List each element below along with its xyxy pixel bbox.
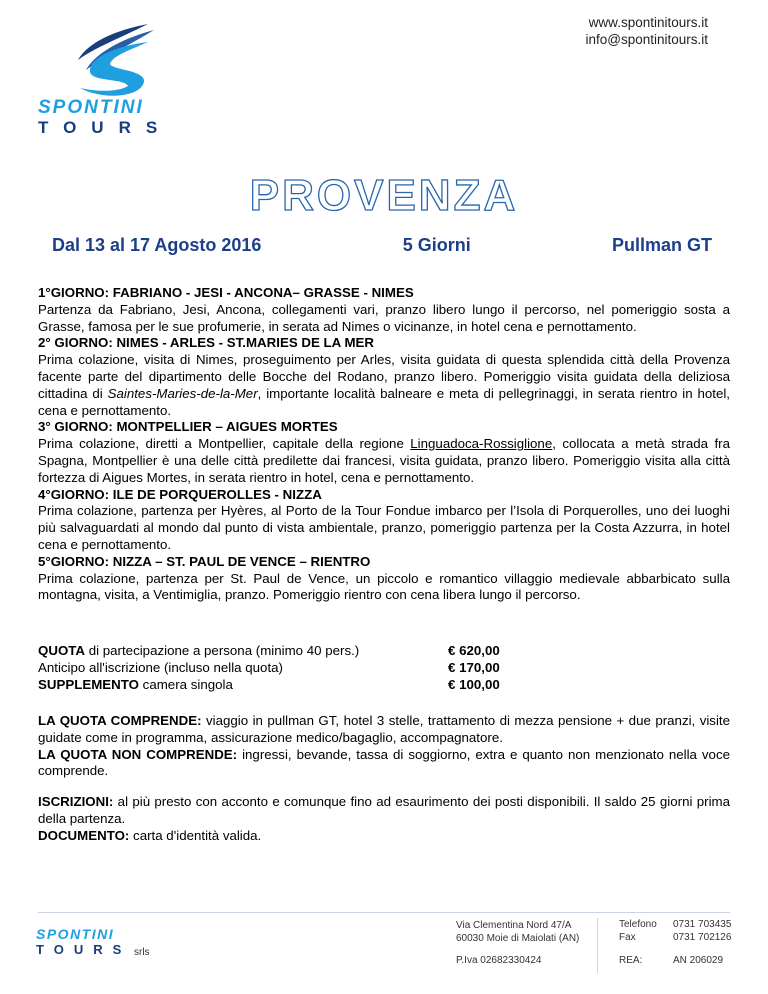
trip-transport: Pullman GT xyxy=(611,235,712,255)
trip-duration: 5 Giorni xyxy=(402,235,471,255)
day-2-text: Prima colazione, visita di Nimes, proseguimento per Arles, visita guidata di questa splendida città della Provenza facente parte del dipartimento delle Bocche del Rodano, pranzo libero. Pomeriggio visita guidata della deliziosa cittadina di Saintes-Maries-de-la-Mer, importante località balneare e meta di pellegrinaggi, in serata rientro in hotel, cena e pernottamento. xyxy=(38,352,730,418)
page-title xyxy=(0,170,768,225)
region-link[interactable]: Linguadoca-Rossiglione xyxy=(410,436,553,452)
day-2-heading: 2° GIORNO: NIMES - ARLES - ST.MARIES DE LA MER xyxy=(38,335,375,351)
price-row: Anticipo all'iscrizione (incluso nella quota) € 170,00 xyxy=(38,659,500,675)
footer-company-type: srls xyxy=(134,947,150,958)
price-value: € 100,00 xyxy=(448,676,500,692)
quota-details xyxy=(38,713,730,780)
day-5-text: Prima colazione, partenza per St. Paul de Vence, un piccolo e romantico villaggio medievale abbarbicato sulla montagna, visita, a Ventimiglia, pranzo. Pomeriggio rientro con cena libera lungo il percorso. xyxy=(38,570,730,603)
price-value: € 620,00 xyxy=(448,643,500,658)
document: DOCUMENTO: carta d'identità valida. xyxy=(38,827,262,843)
fax-number: 0731 702126 xyxy=(673,931,732,943)
footer-vat: P.Iva 02682330424 xyxy=(456,955,542,966)
title-text: PROVENZA xyxy=(249,171,519,220)
phone-number[interactable]: 0731 703435 xyxy=(673,919,732,930)
registration: ISCRIZIONI: al più presto con acconto e comunque fino ad esaurimento dei posti disponibili. Il saldo 25 giorni prima della partenza. xyxy=(38,794,730,826)
website-link[interactable]: www.spontinitours.it xyxy=(588,15,708,30)
footer-brand-subname: TOURS xyxy=(36,942,132,957)
price-row: SUPPLEMENTO camera singola € 100,00 xyxy=(38,676,500,692)
trip-dates: Dal 13 al 17 Agosto 2016 xyxy=(52,235,262,255)
day-1-text: Partenza da Fabriano, Jesi, Ancona, collegamenti vari, pranzo libero lungo il percorso, nel pomeriggio sosta a Grasse, famosa per le sue profumerie, in serata ad Nimes o vicinanze, in hotel cena e pernottamento. xyxy=(38,301,730,334)
footer-phone-values xyxy=(673,919,731,944)
includes: LA QUOTA COMPRENDE: viaggio in pullman GT, hotel 3 stelle, trattamento di mezza pensione + due pranzi, visite guidate come in programma, assicurazione medico/bagaglio, accompagnatore. xyxy=(38,713,730,745)
price-row: QUOTA di partecipazione a persona (minimo 40 pers.) € 620,00 xyxy=(38,643,500,658)
footer-phone-labels: Telefono Fax xyxy=(619,919,657,943)
email-link[interactable]: info@spontinitours.it xyxy=(585,32,708,47)
brand-subname: TOURS xyxy=(38,118,173,137)
footer-rea-value: AN 206029 xyxy=(673,955,724,966)
header-contact xyxy=(585,14,708,48)
day-2-italic-place: Saintes-Maries-de-la-Mer xyxy=(107,385,258,401)
day-4-heading: 4°GIORNO: ILE DE PORQUEROLLES - NIZZA xyxy=(38,486,322,502)
registration-info xyxy=(38,794,730,844)
footer-divider xyxy=(38,912,730,913)
footer-separator xyxy=(597,918,598,973)
day-3-text: Prima colazione, diretti a Montpellier, capitale della regione Linguadoca-Rossiglione, collocata a metà strada fra Spagna, Montpellier è una delle città predilette dai francesi, visita guidata, pranzo libero. Pomeriggio visita alla città fortezza di Aigues Mortes, in serata rientro in hotel, cena e pernottamento. xyxy=(38,436,731,485)
day-1-heading: 1°GIORNO: FABRIANO - JESI - ANCONA– GRASSE - NIMES xyxy=(38,285,414,300)
footer-rea-label: REA: xyxy=(619,955,643,966)
day-3-heading: 3° GIORNO: MONTPELLIER – AIGUES MORTES xyxy=(38,419,338,435)
footer-address: Via Clementina Nord 47/A 60030 Moie di Maiolati (AN) xyxy=(456,920,580,944)
price-value: € 170,00 xyxy=(448,659,500,675)
footer-brand-name: SPONTINI xyxy=(36,926,115,942)
trip-info-bar xyxy=(52,235,712,256)
title-outline-text xyxy=(0,170,768,220)
brand-name: SPONTINI xyxy=(38,97,144,118)
spontini-logo-icon xyxy=(36,20,186,100)
day-5-heading: 5°GIORNO: NIZZA – ST. PAUL DE VENCE – RIENTRO xyxy=(38,553,371,569)
excludes: LA QUOTA NON COMPRENDE: ingressi, bevande, tassa di soggiorno, extra e quanto non menzionato nella voce comprende. xyxy=(38,746,730,779)
day-4-text: Prima colazione, partenza per Hyères, al Porto de la Tour Fondue imbarco per l’Isola di Porquerolles, uno dei luoghi più salvaguardati al mondo dal punto di vista ambientale, pranzo, pomeriggio partenza per la Costa Azzurra, in hotel cena e pernottamento. xyxy=(38,503,730,552)
price-table xyxy=(38,643,500,693)
itinerary xyxy=(38,285,730,604)
